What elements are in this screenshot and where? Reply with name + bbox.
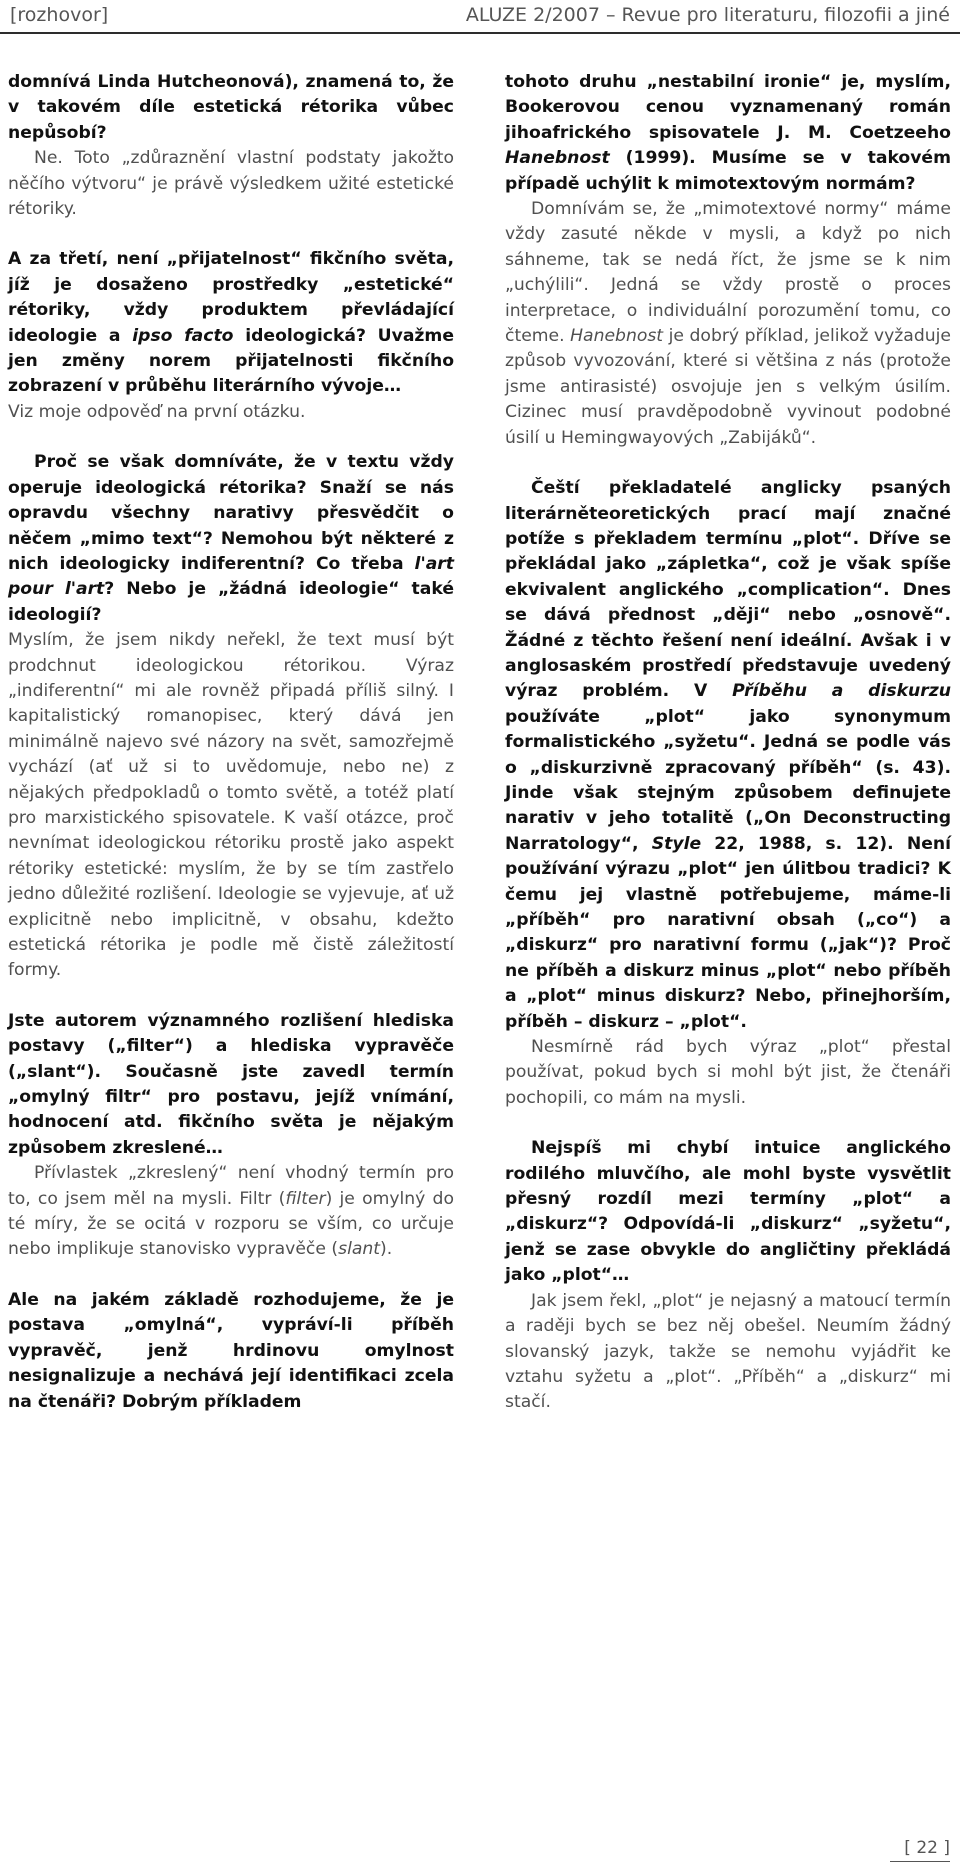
question-continued: tohoto druhu „nestabilní ironie“ je, myslím, Bookerovou cenou vyznamenaný román jihoafrického spisovatele J. M. Coetzeeho Hanebnost (1999). Musíme se v takovém případě uchýlit k mimotextovým normám? [505,72,951,194]
answer: Ne. Toto „zdůraznění vlastní podstaty jakožto něčího výtvoru“ je právě výsledkem užité estetické rétoriky. [8,148,454,220]
answer: Přívlastek „zkreslený“ není vhodný termín pro to, co jsem měl na mysli. Filtr (filter) je omylný do té míry, že se ocitá v rozporu se vším, co určuje nebo implikuje stanovisko vypravěče (slant). [8,1163,454,1260]
question: A za třetí, není „přijatelnost“ fikčního světa, jíž je dosaženo prostředky „estetické“ rétoriky, vždy produktem převládající ideologie a ipso facto ideologická? Uvažme jen změny norem přijatelnosti fikčního zobrazení v průběhu literárního vývoje… [8,249,454,397]
page-number: [ 22 ] [904,1838,950,1858]
journal-title: ALUZE 2/2007 – Revue pro literaturu, filozofii a jiné [465,4,950,26]
answer: Domnívám se, že „mimotextové normy“ máme vždy zasuté někde v mysli, a když po nich sáhneme, tak se nedá říct, že jsme se k nim „uchýlili“. Jedná se vždy prostě o proces interpretace, o individuální porozumění tomu, co čteme. Hanebnost je dobrý příklad, jelikož vyžaduje způsob vyvozování, které si většina z nás (protože jsme antirasisté) osvojuje jen s velkým úsilím. Cizinec musí pravděpodobně vyvinout podobné úsilí u Hemingwayových „Zabijáků“. [505,199,951,448]
section-label: [rozhovor] [10,4,109,26]
answer: Nesmírně rád bych výraz „plot“ přestal používat, pokud bych si mohl být jist, že čtenáři pochopili, co mám na mysli. [505,1037,951,1108]
question: Proč se však domníváte, že v textu vždy operuje ideologická rétorika? Snaží se nás opravdu všechny narativy přesvědčit o něčem „mimo text“? Nemohou být některé z nich ideologicky indiferentní? Co třeba l'art pour l'art? Nebo je „žádná ideologie“ také ideologií? [8,452,454,625]
question: Nejspíš mi chybí intuice anglického rodilého mluvčího, ale mohl byste vysvětlit přesný rozdíl mezi termíny „plot“ a „diskurz“? Odpovídá-li „diskurz“ „syžetu“, jenž se zase obvykle do angličtiny překládá jako „plot“… [505,1138,951,1286]
answer: Viz moje odpověď na první otázku. [8,401,306,422]
question: Čeští překladatelé anglicky psaných literárněteoretických prací mají značné potíže s překladem termínu „plot“. Dříve se překládal jako „zápletka“, což je však spíše ekvivalent anglického „complication“. Dnes se dává přednost „ději“ nebo „osnově“. Žádné z těchto řešení není ideální. Avšak i v anglosaském prostředí představuje uvedený výraz problém. V Příběhu a diskurzu používáte „plot“ jako synonymum formalistického „syžetu“. Jedná se podle vás o „diskurzivně zpracovaný příběh“ (s. 43). Jinde však stejným způsobem definujete narativ v jeho totalitě („On Deconstructing Narratology“, Style 22, 1988, s. 12). Není používání výrazu „plot“ jen úlitbou tradici? K čemu jej vlastně potřebujeme, máme-li „příběh“ pro narativní obsah („co“) a „diskurz“ pro narativní formu („jak“)? Proč ne příběh a diskurz minus „plot“ nebo příběh a „plot“ minus diskurz? Nebo, přinejhorším, příběh – diskurz – „plot“. [505,478,951,1032]
right-column [505,70,951,1416]
page-header [0,0,960,40]
answer: Jak jsem řekl, „plot“ je nejasný a matoucí termín a raději bych se bez něj obešel. Neumím žádný slovanský jazyk, takže se nemohu vyjádřit ke vztahu syžetu a „plot“. „Příběh“ a „diskurz“ mi stačí. [505,1290,951,1413]
footer-rule [890,1861,950,1862]
header-rule [0,32,960,34]
question-continued: domnívá Linda Hutcheonová), znamená to, že v takovém díle estetická rétorika vůbec nepůsobí? [8,72,454,143]
left-column [8,70,454,1415]
question: Ale na jakém základě rozhodujeme, že je postava „omylná“, vypráví-li příběh vypravěč, jenž hrdinovu omylnost nesignalizuje a nechává její identifikaci zcela na čtenáři? Dobrým příkladem [8,1289,454,1412]
answer: Myslím, že jsem nikdy neřekl, že text musí být prodchnut ideologickou rétorikou. Výraz „indiferentní“ mi ale rovněž připadá příliš silný. I kapitalistický romanopisec, který dává jen minimálně najevo své názory na svět, samozřejmě vychází (ať už si to uvědomuje, nebo ne) z nějakých předpokladů o tomto světě, a totéž platí pro marxistického spisovatele. K vaší otázce, proč nevnímat ideologickou rétoriku prostě jako aspekt rétoriky estetické: myslím, že by se tím zastřelo jedno důležité rozlišení. Ideologie se vyjevuje, ať už explicitně nebo implicitně, v obsahu, kdežto estetická rétorika je podle mě čistě záležitostí formy. [8,630,454,981]
question: Jste autorem významného rozlišení hlediska postavy („filter“) a hlediska vypravěče („slant“). Současně jste zavedl termín „omylný filtr“ pro postavu, jejíž vnímání, hodnocení atd. fikčního světa je nějakým způsobem zkreslené… [8,1010,454,1158]
